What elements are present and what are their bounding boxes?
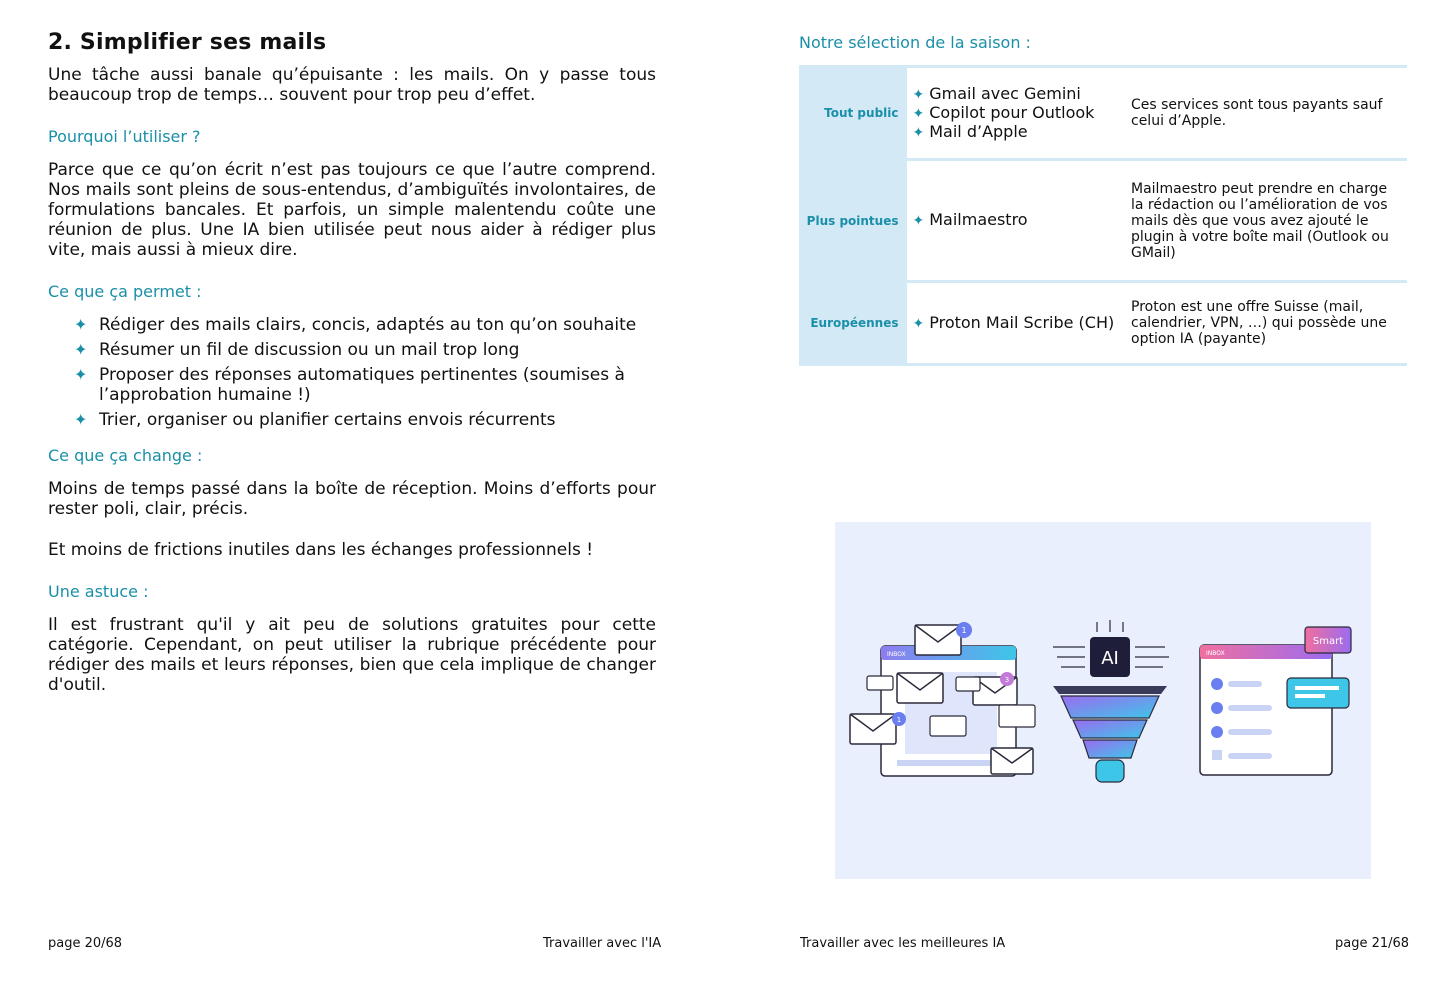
left-page bbox=[48, 30, 656, 695]
four-point-star-icon: ✦ bbox=[74, 365, 88, 384]
footer-left-page-number: page 20/68 bbox=[48, 936, 123, 951]
category-cell: Plus pointues bbox=[799, 160, 905, 282]
category-cell: Tout public bbox=[799, 67, 905, 160]
ai-mail-illustration bbox=[835, 522, 1371, 879]
intro-text: Une tâche aussi banale qu’épuisante : les mails. On y passe tous beaucoup trop de temps… souvent pour trop peu d’effet. bbox=[48, 65, 656, 105]
description-cell: Ces services sont tous payants sauf celui d’Apple. bbox=[1127, 67, 1407, 160]
badge: 3 bbox=[1004, 676, 1010, 684]
category-cell: Européennes bbox=[799, 282, 905, 365]
footer-right-page-number: page 21/68 bbox=[1335, 936, 1410, 951]
four-point-star-icon: ✦ bbox=[74, 340, 88, 359]
tip-heading: Une astuce : bbox=[48, 582, 149, 601]
tools-cell: ✦ Proton Mail Scribe (CH) bbox=[905, 282, 1127, 365]
list-item: ✦ Trier, organiser ou planifier certains envois récurrents bbox=[74, 410, 556, 430]
tip-text: Il est frustrant qu'il y ait peu de solutions gratuites pour cette catégorie. Cependant, on peut utiliser la rubrique précédente pour rédiger des mails et leurs réponses, bien que cela implique de changer d'outil. bbox=[48, 615, 656, 695]
four-point-star-icon: ✦ bbox=[912, 105, 925, 122]
selection-title: Notre sélection de la saison : bbox=[799, 33, 1031, 52]
four-point-star-icon: ✦ bbox=[912, 213, 925, 229]
four-point-star-icon: ✦ bbox=[912, 315, 925, 332]
four-point-star-icon: ✦ bbox=[912, 124, 925, 141]
list-item: ✦ Proposer des réponses automatiques pertinentes (soumises à l’approbation humaine !) bbox=[74, 365, 625, 405]
ai-chip-label: AI bbox=[1101, 648, 1119, 669]
why-heading: Pourquoi l’utiliser ? bbox=[48, 127, 201, 146]
table-row bbox=[799, 67, 1407, 160]
inbox-window-right bbox=[1200, 627, 1351, 775]
why-text: Parce que ce qu’on écrit n’est pas toujours ce que l’autre comprend. Nos mails sont pleins de sous-entendus, d’ambiguïtés involontaires, de formulations bancales. Et parfois, un simple malentendu coûte une réunion de plus. Une IA bien utilisée peut nous aider à rédiger plus vite, mais aussi à mieux dire. bbox=[48, 160, 656, 260]
tools-cell: ✦ Gmail avec Gemini ✦ Copilot pour Outlook ✦ Mail d’Apple bbox=[905, 67, 1127, 160]
changes-text-2: Et moins de frictions inutiles dans les échanges professionnels ! bbox=[48, 540, 594, 560]
table-row bbox=[799, 282, 1407, 365]
right-page bbox=[799, 30, 1407, 366]
tools-cell: ✦ Mailmaestro bbox=[905, 160, 1127, 282]
allows-list bbox=[74, 315, 656, 430]
changes-text-1: Moins de temps passé dans la boîte de réception. Moins d’efforts pour rester poli, clair, précis. bbox=[48, 479, 656, 519]
list-item: ✦ Résumer un fil de discussion ou un mail trop long bbox=[74, 340, 520, 360]
allows-heading: Ce que ça permet : bbox=[48, 282, 202, 301]
four-point-star-icon: ✦ bbox=[912, 86, 925, 103]
four-point-star-icon: ✦ bbox=[74, 410, 88, 429]
section-title: 2. Simplifier ses mails bbox=[48, 30, 327, 55]
selection-table bbox=[799, 65, 1407, 366]
ai-funnel bbox=[1053, 620, 1169, 782]
table-row bbox=[799, 160, 1407, 282]
smart-label: Smart bbox=[1312, 636, 1344, 647]
badge: 1 bbox=[896, 716, 902, 724]
inbox-label-right: INBOX bbox=[1206, 650, 1225, 657]
illustration-svg bbox=[835, 522, 1371, 879]
badge: 1 bbox=[961, 626, 967, 635]
footer-left-title: Travailler avec l'IA bbox=[543, 936, 662, 951]
description-cell: Proton est une offre Suisse (mail, calendrier, VPN, …) qui possède une option IA (payante) bbox=[1127, 282, 1407, 365]
list-item: ✦ Rédiger des mails clairs, concis, adaptés au ton qu’on souhaite bbox=[74, 315, 637, 335]
footer-right-title: Travailler avec les meilleures IA bbox=[800, 936, 1006, 951]
changes-heading: Ce que ça change : bbox=[48, 446, 203, 465]
four-point-star-icon: ✦ bbox=[74, 315, 88, 334]
description-cell: Mailmaestro peut prendre en charge la rédaction ou l’amélioration de vos mails dès que vous avez ajouté le plugin à votre boîte mail (Outlook ou GMail) bbox=[1127, 160, 1407, 282]
inbox-label-left: INBOX bbox=[887, 651, 906, 658]
